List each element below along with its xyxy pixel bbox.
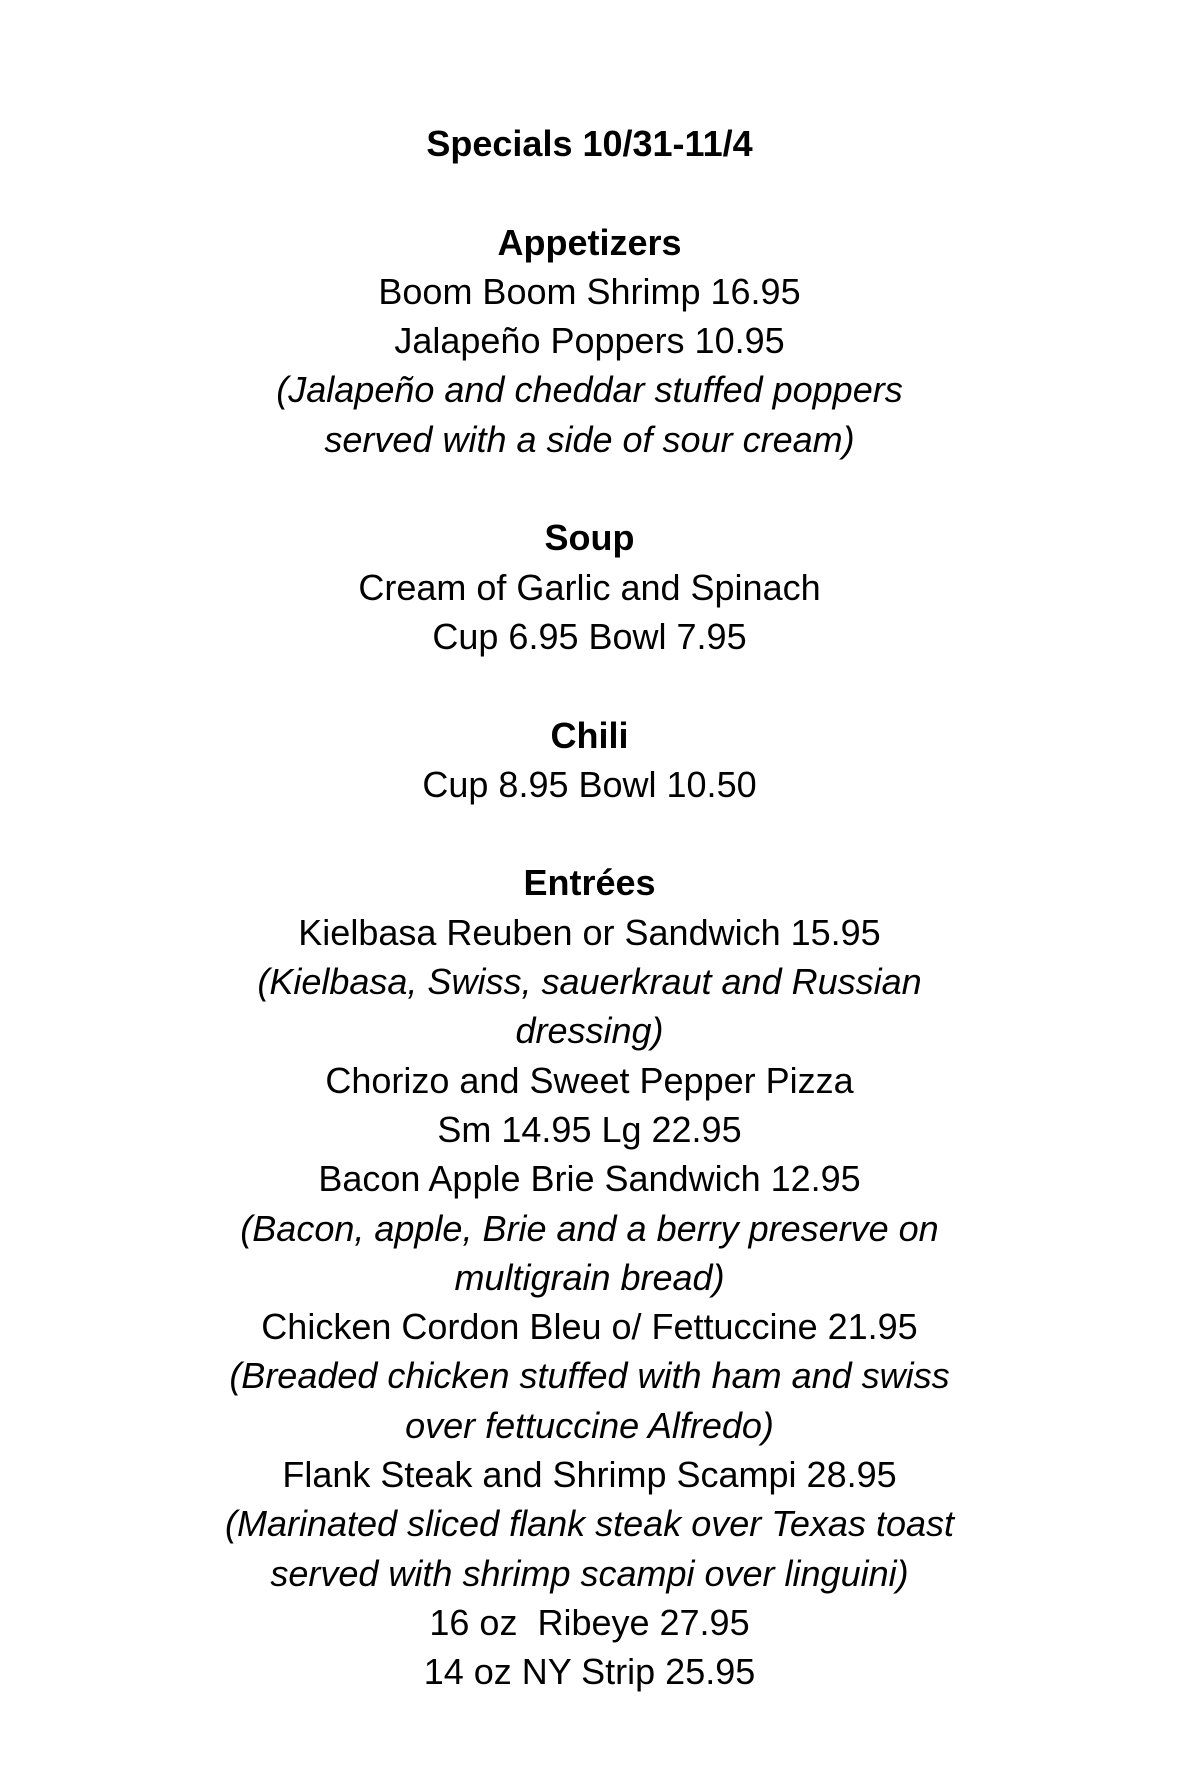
item-description: dressing) (515, 1010, 664, 1052)
chili-section (0, 711, 1179, 810)
entrees-heading: Entrées (523, 862, 656, 904)
menu-item: Bacon Apple Brie Sandwich 12.95 (318, 1158, 861, 1200)
spacer (0, 661, 1179, 710)
item-price: Sm 14.95 Lg 22.95 (437, 1108, 742, 1150)
menu-item: Jalapeño Poppers 10.95 (394, 320, 785, 362)
item-description: over fettuccine Alfredo) (405, 1404, 774, 1446)
chili-heading: Chili (550, 714, 629, 756)
specials-menu (0, 119, 1179, 1697)
soup-heading: Soup (544, 517, 635, 559)
item-description: (Jalapeño and cheddar stuffed poppers (276, 369, 903, 411)
soup-section (0, 513, 1179, 661)
menu-title: Specials 10/31-11/4 (426, 123, 753, 164)
item-price: Cup 8.95 Bowl 10.50 (422, 763, 757, 805)
menu-item: Kielbasa Reuben or Sandwich 15.95 (298, 911, 881, 953)
menu-item: Boom Boom Shrimp 16.95 (378, 270, 801, 312)
item-description: (Bacon, apple, Brie and a berry preserve on (240, 1207, 939, 1249)
appetizers-heading: Appetizers (497, 221, 682, 263)
entrees-section (0, 858, 1179, 1696)
item-description: multigrain bread) (454, 1256, 725, 1298)
spacer (0, 809, 1179, 858)
item-description: served with a side of sour cream) (324, 418, 855, 460)
item-price: Cup 6.95 Bowl 7.95 (432, 615, 747, 657)
menu-item: 14 oz NY Strip 25.95 (423, 1651, 756, 1693)
menu-item: Flank Steak and Shrimp Scampi 28.95 (282, 1454, 897, 1496)
item-description: served with shrimp scampi over linguini) (270, 1552, 909, 1594)
item-description: (Breaded chicken stuffed with ham and swiss (229, 1355, 950, 1397)
item-description: (Kielbasa, Swiss, sauerkraut and Russian (257, 961, 922, 1003)
menu-item: Cream of Garlic and Spinach (358, 566, 821, 608)
spacer (0, 464, 1179, 513)
menu-item: Chorizo and Sweet Pepper Pizza (325, 1059, 854, 1101)
spacer (0, 168, 1179, 217)
appetizers-section (0, 218, 1179, 464)
item-description: (Marinated sliced flank steak over Texas toast (224, 1503, 955, 1545)
menu-item: 16 oz Ribeye 27.95 (429, 1601, 750, 1643)
menu-item: Chicken Cordon Bleu o/ Fettuccine 21.95 (261, 1306, 918, 1348)
